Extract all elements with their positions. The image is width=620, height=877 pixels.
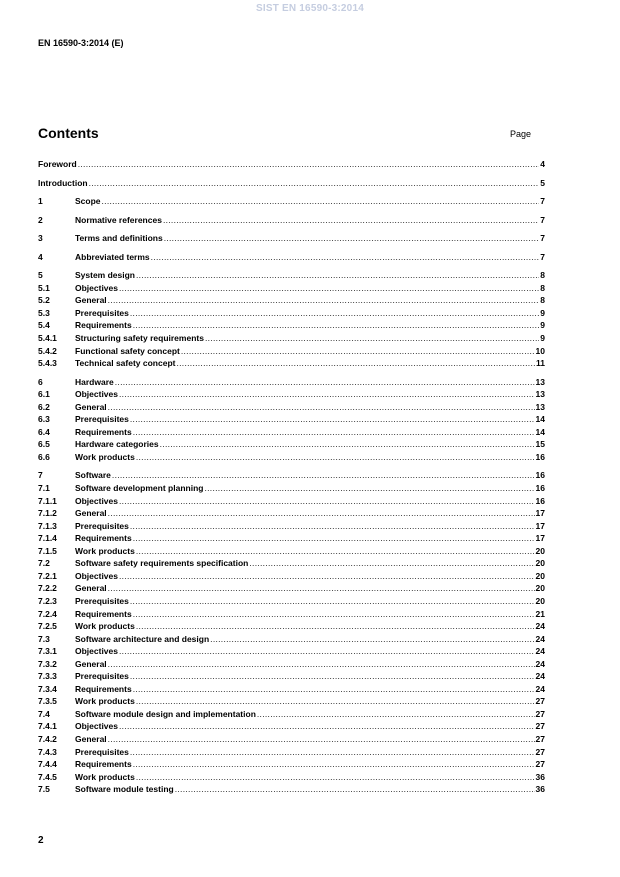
toc-entry[interactable]	[38, 720, 545, 733]
toc-dot-leader	[78, 158, 540, 171]
toc-entry-page: 13	[535, 376, 545, 387]
toc-entry-page: 16	[535, 483, 545, 494]
toc-entry-number: 7.3	[38, 633, 50, 644]
toc-entry-page: 21	[535, 608, 545, 619]
toc-entry-number: 7.4	[38, 708, 50, 719]
toc-entry[interactable]	[38, 595, 545, 608]
toc-entry-title: General	[75, 295, 107, 306]
toc-entry[interactable]	[38, 332, 545, 345]
toc-entry-number: 5.2	[38, 295, 50, 306]
toc-entry-title: Work products	[75, 621, 135, 632]
toc-entry-title: Hardware categories	[75, 439, 159, 450]
toc-entry-number: 7.3.3	[38, 671, 57, 682]
toc-entry-number: 7.2	[38, 558, 50, 569]
toc-entry[interactable]	[38, 177, 545, 190]
toc-entry-number: 6.1	[38, 389, 50, 400]
toc-entry-title: Work products	[75, 696, 135, 707]
toc-dot-leader	[136, 771, 535, 784]
toc-entry-title: System design	[75, 270, 135, 281]
toc-entry[interactable]	[38, 195, 545, 208]
toc-entry-title: Objectives	[75, 646, 118, 657]
toc-entry-page: 24	[535, 671, 545, 682]
toc-entry-title: Prerequisites	[75, 746, 129, 757]
table-of-contents	[38, 158, 545, 796]
toc-entry-title: Work products	[75, 451, 135, 462]
toc-entry-page: 16	[535, 451, 545, 462]
toc-entry-page: 8	[540, 282, 545, 293]
toc-entry[interactable]	[38, 269, 545, 282]
toc-dot-leader	[249, 557, 534, 570]
toc-entry[interactable]	[38, 683, 545, 696]
toc-entry-page: 4	[540, 159, 545, 169]
toc-entry-number: 1	[38, 196, 43, 207]
toc-entry-number: 7.4.5	[38, 771, 57, 782]
toc-entry-title: Software architecture and design	[75, 633, 210, 644]
toc-entry-number: 7.3.2	[38, 658, 57, 669]
toc-entry-number: 6.6	[38, 451, 50, 462]
toc-dot-leader	[119, 645, 535, 658]
toc-entry-title: Normative references	[75, 214, 162, 225]
toc-entry-page: 27	[535, 696, 545, 707]
toc-entry-page: 16	[535, 495, 545, 506]
toc-entry-page: 8	[540, 270, 545, 281]
toc-entry[interactable]	[38, 451, 545, 464]
toc-entry-number: 7.1.1	[38, 495, 57, 506]
toc-dot-leader	[119, 388, 535, 401]
toc-entry[interactable]	[38, 532, 545, 545]
toc-entry-page: 27	[535, 759, 545, 770]
toc-dot-leader	[130, 746, 535, 759]
toc-dot-leader	[136, 269, 539, 282]
toc-entry-page: 36	[535, 771, 545, 782]
toc-dot-leader	[89, 177, 540, 190]
toc-entry[interactable]	[38, 746, 545, 759]
toc-entry-number: 7.1.2	[38, 508, 57, 519]
toc-entry-number: 5.3	[38, 307, 50, 318]
toc-entry-title: Prerequisites	[75, 307, 129, 318]
toc-entry[interactable]	[38, 214, 545, 227]
toc-entry[interactable]	[38, 582, 545, 595]
toc-entry-title: Scope	[75, 196, 101, 207]
toc-entry-page: 20	[535, 558, 545, 569]
toc-entry[interactable]	[38, 520, 545, 533]
toc-entry-title: Software safety requirements specification	[75, 558, 249, 569]
toc-entry-title: Software module design and implementation	[75, 708, 256, 719]
toc-entry-title: Prerequisites	[75, 671, 129, 682]
toc-entry-number: 7.3.4	[38, 683, 57, 694]
toc-entry[interactable]	[38, 307, 545, 320]
toc-entry[interactable]	[38, 482, 545, 495]
toc-dot-leader	[108, 582, 535, 595]
toc-dot-leader	[119, 570, 535, 583]
toc-entry-title: Requirements	[75, 320, 132, 331]
toc-entry-number: 5.1	[38, 282, 50, 293]
toc-entry-page: 20	[535, 570, 545, 581]
toc-dot-leader	[204, 482, 534, 495]
toc-entry-title: Work products	[75, 545, 135, 556]
toc-entry-page: 20	[535, 583, 545, 594]
toc-entry[interactable]	[38, 158, 545, 171]
toc-entry-page: 27	[535, 746, 545, 757]
toc-entry-page: 24	[535, 621, 545, 632]
toc-dot-leader	[210, 633, 534, 646]
toc-entry-page: 10	[535, 345, 545, 356]
toc-entry-number: 7.2.4	[38, 608, 57, 619]
toc-dot-leader	[205, 332, 539, 345]
toc-entry[interactable]	[38, 557, 545, 570]
toc-dot-leader	[133, 319, 540, 332]
toc-dot-leader	[130, 595, 535, 608]
toc-entry-title: Technical safety concept	[75, 358, 176, 369]
toc-entry[interactable]	[38, 570, 545, 583]
toc-entry-title: Requirements	[75, 759, 132, 770]
toc-entry-title: Structuring safety requirements	[75, 333, 204, 344]
toc-entry[interactable]	[38, 357, 545, 370]
toc-entry[interactable]	[38, 426, 545, 439]
contents-title: Contents	[38, 125, 99, 141]
toc-dot-leader	[133, 608, 535, 621]
toc-entry-number: 7.1.5	[38, 545, 57, 556]
toc-entry-number: 7.4.4	[38, 759, 57, 770]
toc-dot-leader	[136, 695, 535, 708]
toc-entry[interactable]	[38, 658, 545, 671]
toc-entry[interactable]	[38, 319, 545, 332]
toc-dot-leader	[102, 195, 540, 208]
toc-entry-number: 7.4.2	[38, 733, 57, 744]
toc-entry-number: 2	[38, 214, 43, 225]
toc-entry-title: Introduction	[38, 177, 88, 188]
toc-entry-page: 8	[540, 295, 545, 306]
toc-entry-page: 36	[535, 784, 545, 795]
toc-entry-title: General	[75, 583, 107, 594]
toc-entry-title: Hardware	[75, 376, 114, 387]
toc-entry-number: 6.4	[38, 426, 50, 437]
toc-entry[interactable]	[38, 507, 545, 520]
toc-entry-page: 13	[535, 389, 545, 400]
toc-entry[interactable]	[38, 545, 545, 558]
toc-entry-page: 7	[540, 196, 545, 207]
toc-entry-page: 7	[540, 251, 545, 262]
toc-entry-number: 7.1	[38, 483, 50, 494]
toc-dot-leader	[130, 520, 535, 533]
toc-dot-leader	[108, 507, 535, 520]
toc-entry-title: General	[75, 733, 107, 744]
toc-entry-page: 9	[540, 307, 545, 318]
toc-entry[interactable]	[38, 438, 545, 451]
toc-entry-page: 27	[535, 721, 545, 732]
toc-dot-leader	[108, 294, 540, 307]
toc-entry-number: 4	[38, 251, 43, 262]
toc-entry-page: 24	[535, 658, 545, 669]
toc-entry-page: 14	[535, 426, 545, 437]
toc-dot-leader	[151, 251, 540, 264]
toc-entry-title: Prerequisites	[75, 595, 129, 606]
toc-entry-number: 5.4	[38, 320, 50, 331]
toc-entry-title: Terms and definitions	[75, 233, 163, 244]
toc-entry-number: 5.4.2	[38, 345, 57, 356]
toc-dot-leader	[133, 532, 535, 545]
toc-entry[interactable]	[38, 345, 545, 358]
toc-entry-title: Objectives	[75, 570, 118, 581]
toc-entry[interactable]	[38, 495, 545, 508]
toc-entry-page: 24	[535, 646, 545, 657]
toc-entry-title: General	[75, 401, 107, 412]
toc-entry-title: Prerequisites	[75, 414, 129, 425]
toc-dot-leader	[136, 620, 535, 633]
toc-entry-page: 24	[535, 633, 545, 644]
toc-entry-number: 5	[38, 270, 43, 281]
toc-entry[interactable]	[38, 733, 545, 746]
toc-entry-title: Prerequisites	[75, 520, 129, 531]
toc-entry-number: 7.1.4	[38, 533, 57, 544]
toc-entry-page: 13	[535, 401, 545, 412]
toc-dot-leader	[164, 232, 540, 245]
toc-entry-title: Requirements	[75, 608, 132, 619]
toc-entry[interactable]	[38, 401, 545, 414]
toc-entry[interactable]	[38, 783, 545, 796]
toc-entry-title: Objectives	[75, 282, 118, 293]
toc-entry-page: 7	[540, 214, 545, 225]
toc-entry-title: Work products	[75, 771, 135, 782]
toc-entry-page: 24	[535, 683, 545, 694]
toc-entry[interactable]	[38, 771, 545, 784]
toc-entry-number: 7.4.1	[38, 721, 57, 732]
toc-entry[interactable]	[38, 620, 545, 633]
toc-dot-leader	[176, 357, 535, 370]
toc-entry-title: Requirements	[75, 533, 132, 544]
toc-dot-leader	[130, 670, 535, 683]
toc-entry[interactable]	[38, 282, 545, 295]
toc-entry-page: 17	[535, 508, 545, 519]
toc-dot-leader	[133, 683, 535, 696]
document-id: EN 16590-3:2014 (E)	[38, 38, 124, 48]
toc-entry[interactable]	[38, 695, 545, 708]
toc-entry-number: 6.3	[38, 414, 50, 425]
toc-entry[interactable]	[38, 376, 545, 389]
toc-entry-page: 17	[535, 520, 545, 531]
toc-entry[interactable]	[38, 608, 545, 621]
watermark: SIST EN 16590-3:2014	[256, 3, 364, 14]
toc-entry-number: 7.3.1	[38, 646, 57, 657]
toc-dot-leader	[130, 307, 539, 320]
toc-entry[interactable]	[38, 388, 545, 401]
toc-entry-number: 7.5	[38, 784, 50, 795]
toc-entry-title: Abbreviated terms	[75, 251, 150, 262]
toc-dot-leader	[130, 413, 535, 426]
toc-dot-leader	[160, 438, 535, 451]
toc-entry-title: Objectives	[75, 389, 118, 400]
toc-entry-number: 7.2.3	[38, 595, 57, 606]
toc-dot-leader	[119, 282, 539, 295]
toc-entry-title: Foreword	[38, 159, 77, 169]
toc-dot-leader	[175, 783, 535, 796]
toc-entry[interactable]	[38, 413, 545, 426]
toc-dot-leader	[163, 214, 539, 227]
toc-dot-leader	[112, 469, 535, 482]
toc-entry-page: 9	[540, 333, 545, 344]
toc-entry-page: 5	[540, 177, 545, 188]
toc-dot-leader	[108, 658, 535, 671]
toc-dot-leader	[181, 345, 535, 358]
toc-entry-number: 5.4.3	[38, 358, 57, 369]
toc-entry-page: 15	[535, 439, 545, 450]
toc-entry-title: Objectives	[75, 495, 118, 506]
toc-entry-number: 3	[38, 233, 43, 244]
toc-entry-page: 17	[535, 533, 545, 544]
toc-entry-title: Software development planning	[75, 483, 204, 494]
toc-entry-number: 7.2.2	[38, 583, 57, 594]
toc-entry-title: Functional safety concept	[75, 345, 180, 356]
toc-entry-number: 7.3.5	[38, 696, 57, 707]
toc-entry-title: Objectives	[75, 721, 118, 732]
toc-dot-leader	[133, 426, 535, 439]
toc-entry-number: 5.4.1	[38, 333, 57, 344]
toc-entry[interactable]	[38, 251, 545, 264]
toc-entry-number: 6	[38, 376, 43, 387]
toc-entry[interactable]	[38, 645, 545, 658]
toc-dot-leader	[136, 545, 535, 558]
toc-entry-title: General	[75, 658, 107, 669]
toc-entry-page: 20	[535, 545, 545, 556]
toc-entry-title: General	[75, 508, 107, 519]
page-column-label: Page	[510, 129, 532, 139]
toc-entry[interactable]	[38, 708, 545, 721]
toc-entry[interactable]	[38, 670, 545, 683]
page-number: 2	[38, 835, 44, 846]
toc-entry-page: 20	[535, 595, 545, 606]
toc-entry-page: 14	[535, 414, 545, 425]
toc-entry-number: 7.4.3	[38, 746, 57, 757]
toc-entry-title: Software module testing	[75, 784, 174, 795]
toc-entry-number: 7.1.3	[38, 520, 57, 531]
toc-entry-number: 6.2	[38, 401, 50, 412]
toc-entry-page: 27	[535, 733, 545, 744]
toc-entry-page: 11	[536, 358, 545, 369]
toc-dot-leader	[136, 451, 535, 464]
toc-dot-leader	[257, 708, 535, 721]
toc-entry[interactable]	[38, 633, 545, 646]
toc-dot-leader	[108, 733, 535, 746]
toc-entry[interactable]	[38, 758, 545, 771]
toc-entry-title: Requirements	[75, 426, 132, 437]
toc-entry-number: 7	[38, 470, 43, 481]
toc-entry[interactable]	[38, 232, 545, 245]
toc-entry-title: Software	[75, 470, 111, 481]
toc-entry-title: Requirements	[75, 683, 132, 694]
toc-entry-page: 9	[540, 320, 545, 331]
toc-dot-leader	[133, 758, 535, 771]
toc-dot-leader	[119, 720, 535, 733]
toc-entry[interactable]	[38, 469, 545, 482]
toc-dot-leader	[119, 495, 535, 508]
toc-entry-number: 6.5	[38, 439, 50, 450]
toc-dot-leader	[108, 401, 535, 414]
toc-entry[interactable]	[38, 294, 545, 307]
toc-entry-page: 7	[540, 233, 545, 244]
toc-entry-number: 7.2.5	[38, 621, 57, 632]
toc-entry-page: 16	[535, 470, 545, 481]
toc-dot-leader	[115, 376, 535, 389]
toc-entry-number: 7.2.1	[38, 570, 57, 581]
toc-entry-page: 27	[535, 708, 545, 719]
